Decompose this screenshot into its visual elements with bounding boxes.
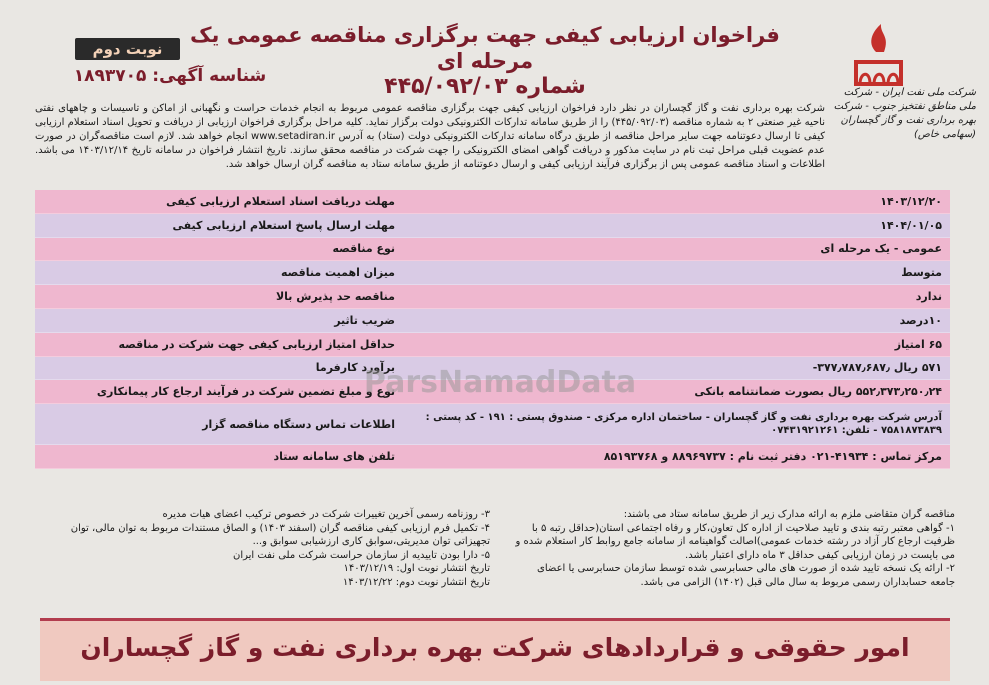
table-row [35,214,950,238]
row-value: ۱۴۰۴/۰۱/۰۵ [880,218,942,232]
row-label: مهلت دریافت اسناد استعلام ارزیابی کیفی [166,194,395,208]
publish-date-1: تاریخ انتشار نوبت اول: ۱۴۰۳/۱۲/۱۹ [343,563,490,574]
row-label: تلفن های سامانه ستاد [273,450,395,464]
table-row [35,445,950,469]
requirement-item: ۳- روزنامه رسمی آخرین تغییرات شرکت در خصوص ترکیب اعضای هیات مدیره [162,509,490,520]
title-line-1: فراخوان ارزیابی کیفی جهت برگزاری مناقصه عمومی یک مرحله ای [190,23,780,73]
row-value: مرکز تماس : ۴۱۹۳۴-۰۲۱ دفتر ثبت نام : ۸۸۹۶۹۷۳۷ و ۸۵۱۹۳۷۶۸ [603,450,942,464]
requirement-item: ۵- دارا بودن تاییدیه از سازمان حراست شرکت ملی نفت ایران [232,549,490,561]
watermark: ParsNamadData [363,365,637,400]
footer-bar-text: امور حقوقی و قراردادهای شرکت بهره برداری نفت و گاز گچساران [80,633,910,662]
requirements-list-continued [70,508,490,589]
row-value: آدرس شرکت بهره برداری نفت و گاز گچساران - ساختمان اداره مرکزی - صندوق پستی : ۱۹۱ - کد پستی : ۷۵۸۱۸۷۳۸۳۹ - تلفن: ۰۷۴۳۱۹۲۱۲۶۱ [425,412,942,437]
table-row [35,333,950,357]
table-row [35,404,950,445]
row-label: نوع و مبلغ تضمین شرکت در فرآیند ارجاع کار پیمانکاری [96,385,395,399]
intro-paragraph: شرکت بهره برداری نفت و گاز گچساران در نظر دارد فراخوان ارزیابی کیفی جهت برگزاری مناقصه عمومی مربوط به انجام خدمات حراست و نگهبانی از اماکن و تاسیسات و چاههای نفتی ناحیه غیر صنعتی ۲ به شماره مناقصه (۴۴۵/۰۹۲/۰۳) را از طریق سامانه تدارکات الکترونیکی دولت برگزار نماید. کلیه مراحل برگزاری فراخوان ارزیابی از دریافت و تحویل اسناد استعلام ارزیابی کیفی تا ارسال دعوتنامه جهت سایر مراحل مناقصه از طریق درگاه سامانه تدارکات الکترونیکی دولت (ستاد) به آدرس www.setadiran.ir انجام خواهد شد. لازم است مناقصه‌گران در صورت عدم عضویت قبلی مراحل ثبت نام در سایت مذکور و دریافت گواهی امضای الکترونیکی را جهت شرکت در مناقصه محقق سازند. تاریخ انتشار فراخوان در سامانه تاریخ ۱۴۰۳/۱۲/۱۴ می باشد. اطلاعات و اسناد مناقصه عمومی پس از برگزاری فرآیند ارزیابی کیفی و ارسال دعوتنامه از طریق سامانه ستاد به مناقصه گران ارسال خواهد شد. [35,103,826,170]
row-value: ۵۵۲٫۳۷۳٫۲۵۰٫۲۴ ریال بصورت ضمانتنامه بانکی [694,385,942,399]
footer-bar [40,618,950,681]
row-label: برآورد کارفرما [315,361,395,375]
requirement-item: ۴- تکمیل فرم ارزیابی کیفی مناقصه گران (اسفند ۱۴۰۳) و الصاق مستندات مربوط به توان مالی، توان تجهیزاتی توان مدیریتی،سوابق کاری ارزشیابی سوابق و... [70,522,490,547]
row-label: میزان اهمیت مناقصه [280,266,395,280]
row-value: ندارد [915,290,942,304]
row-label: نوع مناقصه [332,242,395,256]
row-label: حداقل امتیاز ارزیابی کیفی جهت شرکت در مناقصه [118,337,395,351]
table-row [35,238,950,262]
row-value: متوسط [901,266,942,280]
round-badge: نوبت دوم [75,38,180,60]
row-label: مناقصه حد پذیرش بالا [275,290,395,304]
ad-id: شناسه آگهی: ۱۸۹۳۷۰۵ [73,66,267,86]
table-row [35,261,950,285]
row-label: ضریب تاثیر [334,313,395,327]
requirement-item: ۱- گواهی معتبر رتبه بندی و تایید صلاحیت از اداره کل تعاون،کار و رفاه اجتماعی استان(حداقل رتبه ۵ با ظرفیت ارجاع کار آزاد در رشته خدمات عمومی)اصالت گواهینامه از سامانه جامع روابط کار استعلام شده و می بایست در زمان ارزیابی کیفی حداقل ۳ ماه دارای اعتبار باشد. [515,522,955,561]
requirement-item: مناقصه گران متقاضی ملزم به ارائه مدارک زیر از طریق سامانه ستاد می باشند: [623,509,955,520]
row-value: ۵۷۱ ریال ۳۷۷٫۷۸۷٫۶۸۷٫- [812,361,942,375]
row-value: ۱۰درصد [899,313,942,327]
row-label: مهلت ارسال پاسخ استعلام ارزیابی کیفی [172,218,395,232]
company-name: شرکت ملی نفت ایران - شرکت ملی مناطق نفتخیز جنوب - شرکت بهره برداری نفت و گاز گچساران (سهامی خاص) [833,87,976,140]
table-row [35,309,950,333]
tender-details-table [35,190,950,469]
table-row [35,285,950,309]
publish-date-2: تاریخ انتشار نوبت دوم: ۱۴۰۳/۱۲/۲۲ [342,576,490,588]
row-value: ۱۴۰۳/۱۲/۲۰ [880,194,942,208]
title-line-2: شماره ۴۴۵/۰۹۲/۰۳ [384,74,586,99]
row-value: ۶۵ امتیاز [894,337,942,351]
row-value: عمومی - یک مرحله ای [820,242,942,256]
table-row [35,190,950,214]
row-label: اطلاعات تماس دستگاه مناقصه گزار [202,417,395,431]
requirement-item: ۲- ارائه یک نسخه تایید شده از صورت های مالی حسابرسی شده توسط سازمان حسابرسی یا اعضای جامعه حسابداران رسمی مربوط به سال مالی قبل (۱۴۰۲) الزامی می باشد. [537,563,955,588]
requirements-list [510,508,955,589]
